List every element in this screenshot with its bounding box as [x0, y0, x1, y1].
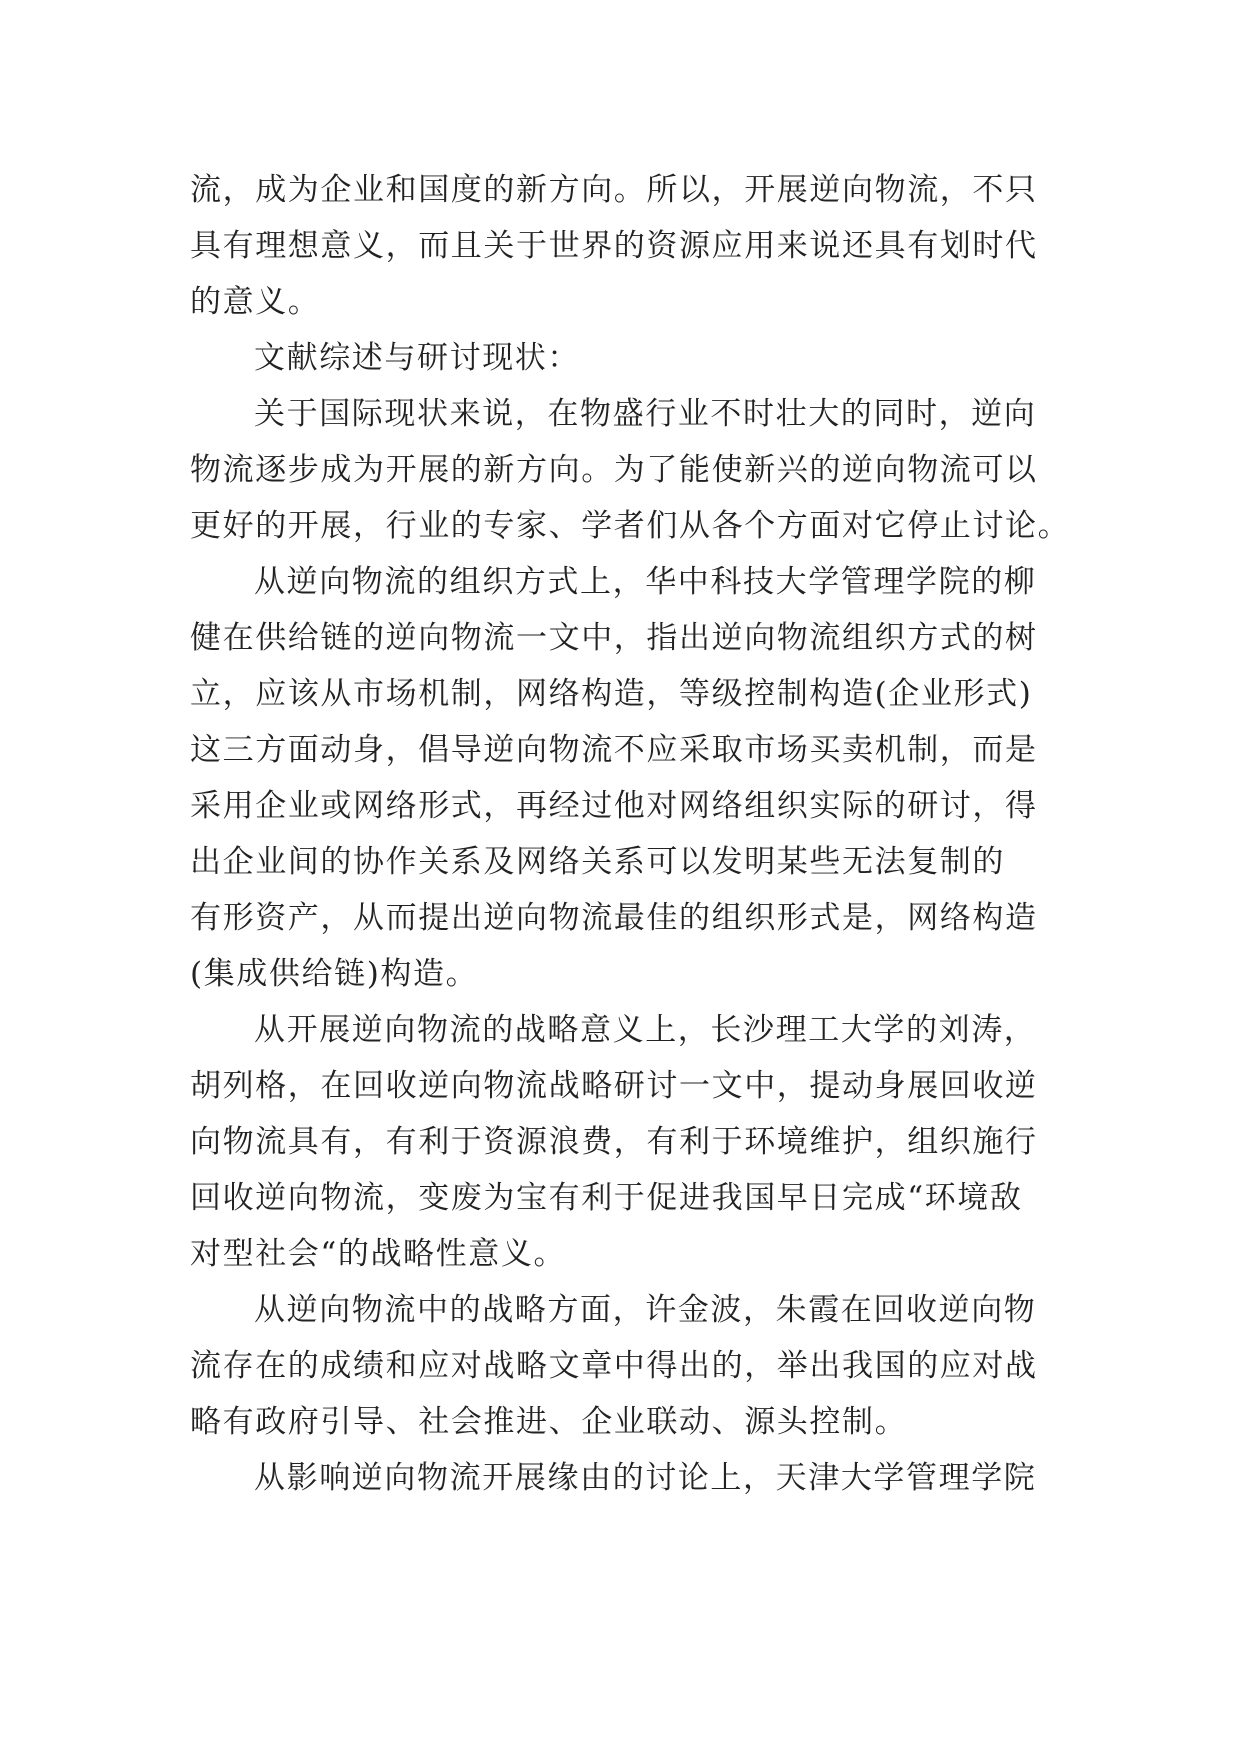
paragraph-first-line: 从逆向物流中的战略方面，许金波，朱霞在回收逆向物	[254, 1292, 1037, 1328]
text-line: 这三方面动身，倡导逆向物流不应采取市场买卖机制，而是	[190, 732, 1038, 768]
text-line: 出企业间的协作关系及网络关系可以发明某些无法复制的	[190, 844, 1005, 880]
text-line: 具有理想意义，而且关于世界的资源应用来说还具有划时代	[190, 228, 1038, 264]
text-line: 更好的开展，行业的专家、学者们从各个方面对它停止讨论。	[190, 508, 1071, 544]
text-line: (集成供给链)构造。	[190, 956, 479, 992]
section-heading: 文献综述与研讨现状：	[254, 340, 580, 376]
text-line: 采用企业或网络形式，再经过他对网络组织实际的研讨，得	[190, 788, 1038, 824]
text-line: 略有政府引导、社会推进、企业联动、源头控制。	[190, 1404, 908, 1440]
paragraph-first-line: 从影响逆向物流开展缘由的讨论上，天津大学管理学院	[254, 1460, 1037, 1496]
text-line: 健在供给链的逆向物流一文中，指出逆向物流组织方式的树	[190, 620, 1038, 656]
text-line: 物流逐步成为开展的新方向。为了能使新兴的逆向物流可以	[190, 452, 1038, 488]
paragraph-first-line: 从开展逆向物流的战略意义上，长沙理工大学的刘涛，	[254, 1012, 1037, 1048]
text-line: 流存在的成绩和应对战略文章中得出的，举出我国的应对战	[190, 1348, 1038, 1384]
document-body	[190, 162, 1071, 1506]
text-line: 回收逆向物流，变废为宝有利于促进我国早日完成“环境敌	[190, 1180, 1023, 1216]
text-line: 立，应该从市场机制，网络构造，等级控制构造(企业形式)	[190, 676, 1033, 712]
text-line: 的意义。	[190, 284, 321, 320]
paragraph-first-line: 关于国际现状来说，在物盛行业不时壮大的同时，逆向	[254, 396, 1037, 432]
paragraph-first-line: 从逆向物流的组织方式上，华中科技大学管理学院的柳	[254, 564, 1037, 600]
text-line: 胡列格，在回收逆向物流战略研讨一文中，提动身展回收逆	[190, 1068, 1038, 1104]
text-line: 流，成为企业和国度的新方向。所以，开展逆向物流，不只	[190, 172, 1038, 208]
text-line: 向物流具有，有利于资源浪费，有利于环境维护，组织施行	[190, 1124, 1038, 1160]
text-line: 对型社会“的战略性意义。	[190, 1236, 567, 1272]
text-line: 有形资产，从而提出逆向物流最佳的组织形式是，网络构造	[190, 900, 1038, 936]
